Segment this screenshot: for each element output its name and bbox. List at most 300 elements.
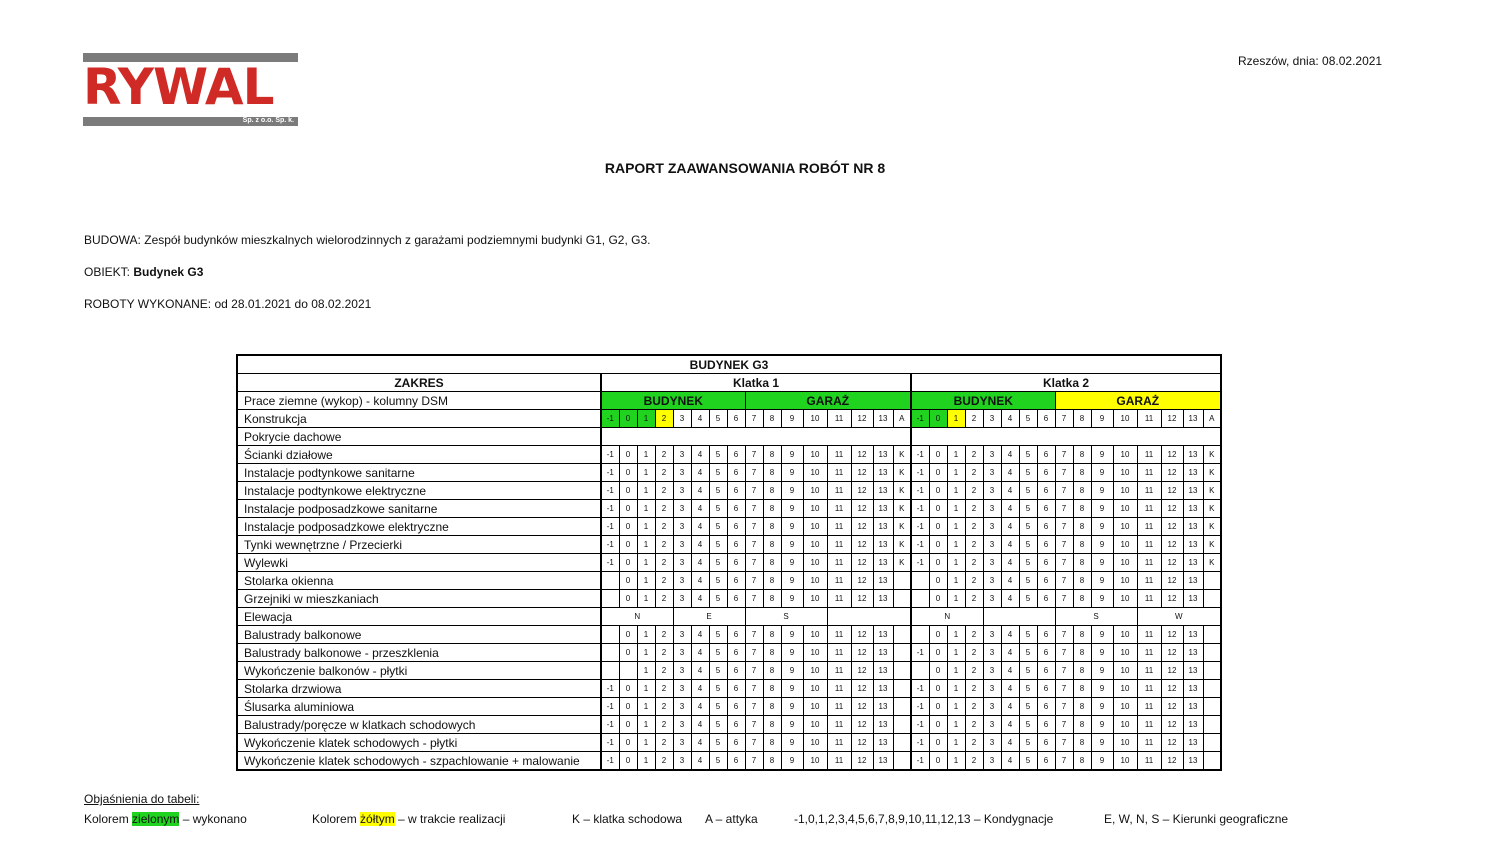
level-cell-7: 7 (1055, 590, 1073, 608)
k2-empty (911, 428, 1221, 446)
table-row (237, 626, 1221, 644)
k1-empty (601, 428, 911, 446)
level-cell-8: 8 (763, 536, 781, 554)
level-cell-13: 13 (1183, 698, 1203, 716)
level-cell-11: 11 (827, 644, 851, 662)
level-cell-9: 9 (1091, 644, 1113, 662)
level-cell--1: -1 (911, 500, 929, 518)
level-cell-9: 9 (1091, 536, 1113, 554)
level-cell-5: 5 (1019, 644, 1037, 662)
level-cell--1: -1 (911, 644, 929, 662)
level-cell-1: 1 (637, 518, 655, 536)
level-cell-end: K (893, 554, 911, 572)
table-row (237, 428, 1221, 446)
level-cell-11: 11 (827, 410, 851, 428)
level-cell-6: 6 (1037, 698, 1055, 716)
level-cell-end: K (893, 482, 911, 500)
level-cell-11: 11 (1137, 626, 1161, 644)
level-cell-2: 2 (655, 464, 673, 482)
level-cell-4: 4 (691, 482, 709, 500)
level-cell-10: 10 (1113, 734, 1137, 752)
level-cell-2: 2 (655, 536, 673, 554)
level-cell-0: 0 (929, 680, 947, 698)
level-cell-11: 11 (1137, 446, 1161, 464)
level-cell-1: 1 (947, 734, 965, 752)
level-cell-12: 12 (851, 734, 873, 752)
level-cell-11: 11 (827, 698, 851, 716)
level-cell-3: 3 (673, 590, 691, 608)
level-cell-1: 1 (947, 680, 965, 698)
level-cell-0: 0 (619, 734, 637, 752)
level-cell-end (1203, 590, 1221, 608)
table-row (237, 554, 1221, 572)
level-cell-4: 4 (691, 698, 709, 716)
level-cell-4: 4 (1001, 536, 1019, 554)
level-cell-7: 7 (745, 680, 763, 698)
level-cell-10: 10 (803, 644, 827, 662)
level-cell-2: 2 (965, 626, 983, 644)
level-cell-1: 1 (947, 716, 965, 734)
level-cell-11: 11 (827, 518, 851, 536)
level-cell--1: -1 (911, 518, 929, 536)
level-cell--1: -1 (911, 698, 929, 716)
level-cell--1 (911, 590, 929, 608)
level-cell-4: 4 (691, 554, 709, 572)
level-cell-end: K (1203, 536, 1221, 554)
k2-budynek-header: BUDYNEK (911, 392, 1055, 410)
level-cell-2: 2 (965, 680, 983, 698)
level-cell-10: 10 (803, 554, 827, 572)
level-cell-5: 5 (1019, 446, 1037, 464)
level-cell-3: 3 (673, 482, 691, 500)
level-cell-7: 7 (745, 698, 763, 716)
level-cell-end: K (1203, 446, 1221, 464)
table-row (237, 464, 1221, 482)
level-cell-end: K (1203, 554, 1221, 572)
level-cell-5: 5 (1019, 626, 1037, 644)
level-cell-end (1203, 626, 1221, 644)
level-cell-3: 3 (983, 734, 1001, 752)
level-cell-2: 2 (965, 554, 983, 572)
level-cell-11: 11 (1137, 554, 1161, 572)
level-cell-1: 1 (947, 644, 965, 662)
level-cell-6: 6 (727, 500, 745, 518)
level-cell-4: 4 (691, 446, 709, 464)
level-cell-7: 7 (745, 446, 763, 464)
level-cell-3: 3 (673, 662, 691, 680)
level-cell-10: 10 (1113, 410, 1137, 428)
level-cell-12: 12 (1161, 446, 1183, 464)
level-cell-3: 3 (983, 446, 1001, 464)
level-cell-13: 13 (1183, 734, 1203, 752)
table-row (237, 608, 1221, 626)
level-cell-3: 3 (983, 464, 1001, 482)
level-cell-7: 7 (1055, 644, 1073, 662)
level-cell-6: 6 (727, 482, 745, 500)
level-cell-2: 2 (965, 446, 983, 464)
level-cell-6: 6 (727, 410, 745, 428)
level-cell-6: 6 (727, 518, 745, 536)
level-cell-10: 10 (1113, 590, 1137, 608)
level-cell-4: 4 (691, 500, 709, 518)
level-cell-0: 0 (619, 500, 637, 518)
level-cell-12: 12 (1161, 716, 1183, 734)
level-cell-13: 13 (1183, 716, 1203, 734)
level-cell-7: 7 (1055, 626, 1073, 644)
level-cell--1: -1 (601, 500, 619, 518)
level-cell-5: 5 (1019, 752, 1037, 771)
level-cell-0: 0 (929, 626, 947, 644)
level-cell--1: -1 (911, 536, 929, 554)
level-cell-8: 8 (1073, 464, 1091, 482)
level-cell-end: K (1203, 464, 1221, 482)
direction-cell: W (1137, 608, 1221, 626)
logo-subtitle: Sp. z o.o. Sp. k. (242, 117, 294, 124)
level-cell-8: 8 (763, 662, 781, 680)
level-cell-7: 7 (1055, 518, 1073, 536)
level-cell-4: 4 (691, 572, 709, 590)
level-cell-10: 10 (803, 518, 827, 536)
level-cell-7: 7 (1055, 698, 1073, 716)
level-cell-13: 13 (873, 536, 893, 554)
level-cell-4: 4 (1001, 482, 1019, 500)
level-cell-6: 6 (727, 590, 745, 608)
level-cell-8: 8 (1073, 446, 1091, 464)
level-cell-5: 5 (709, 590, 727, 608)
level-cell-8: 8 (763, 716, 781, 734)
progress-table (236, 354, 1222, 771)
k1-garaz-header: GARAŻ (745, 392, 911, 410)
level-cell-0: 0 (619, 626, 637, 644)
level-cell-5: 5 (1019, 572, 1037, 590)
k1-budynek-header: BUDYNEK (601, 392, 745, 410)
level-cell-0: 0 (619, 644, 637, 662)
level-cell-12: 12 (1161, 572, 1183, 590)
level-cell-7: 7 (1055, 734, 1073, 752)
level-cell-0: 0 (929, 698, 947, 716)
level-cell-0: 0 (619, 590, 637, 608)
level-cell-11: 11 (1137, 662, 1161, 680)
level-cell-1: 1 (637, 464, 655, 482)
level-cell-12: 12 (851, 518, 873, 536)
level-cell-11: 11 (1137, 500, 1161, 518)
level-cell-12: 12 (851, 554, 873, 572)
level-cell-12: 12 (851, 536, 873, 554)
level-cell-7: 7 (745, 644, 763, 662)
level-cell-11: 11 (827, 590, 851, 608)
level-cell-7: 7 (745, 410, 763, 428)
level-cell-8: 8 (1073, 680, 1091, 698)
level-cell-7: 7 (745, 500, 763, 518)
level-cell-0 (619, 662, 637, 680)
level-cell-1: 1 (637, 482, 655, 500)
row-label: Stolarka okienna (237, 572, 601, 590)
level-cell-13: 13 (1183, 482, 1203, 500)
level-cell-10: 10 (1113, 464, 1137, 482)
row-label: Pokrycie dachowe (237, 428, 601, 446)
row-label: Grzejniki w mieszkaniach (237, 590, 601, 608)
info-roboty (84, 297, 371, 311)
level-cell-end (893, 734, 911, 752)
klatka2-header: Klatka 2 (911, 374, 1221, 392)
level-cell-10: 10 (803, 446, 827, 464)
level-cell-8: 8 (763, 752, 781, 771)
level-cell-1: 1 (947, 446, 965, 464)
level-cell-4: 4 (1001, 572, 1019, 590)
level-cell-0: 0 (619, 752, 637, 771)
level-cell-0: 0 (929, 716, 947, 734)
level-cell-3: 3 (673, 536, 691, 554)
level-cell-9: 9 (781, 626, 803, 644)
level-cell-2: 2 (655, 500, 673, 518)
level-cell-4: 4 (1001, 716, 1019, 734)
level-cell-1: 1 (947, 590, 965, 608)
level-cell-10: 10 (1113, 626, 1137, 644)
level-cell-9: 9 (1091, 752, 1113, 771)
level-cell-5: 5 (709, 518, 727, 536)
level-cell-2: 2 (965, 482, 983, 500)
level-cell-1: 1 (637, 410, 655, 428)
level-cell-13: 13 (873, 680, 893, 698)
level-cell-11: 11 (827, 446, 851, 464)
row-label: Balustrady/poręcze w klatkach schodowych (237, 716, 601, 734)
level-cell-3: 3 (673, 410, 691, 428)
level-cell-end: K (893, 518, 911, 536)
level-cell-13: 13 (873, 464, 893, 482)
level-cell--1: -1 (911, 464, 929, 482)
level-cell-13: 13 (1183, 536, 1203, 554)
level-cell-end (893, 644, 911, 662)
level-cell-end: A (1203, 410, 1221, 428)
row-label: Instalacje podposadzkowe elektryczne (237, 518, 601, 536)
level-cell-8: 8 (763, 644, 781, 662)
level-cell-6: 6 (1037, 680, 1055, 698)
level-cell-11: 11 (1137, 644, 1161, 662)
level-cell-5: 5 (709, 626, 727, 644)
level-cell-10: 10 (803, 662, 827, 680)
level-cell-3: 3 (673, 680, 691, 698)
level-cell-7: 7 (745, 464, 763, 482)
level-cell-7: 7 (1055, 446, 1073, 464)
level-cell-0: 0 (619, 482, 637, 500)
level-cell--1: -1 (601, 734, 619, 752)
level-cell-8: 8 (1073, 644, 1091, 662)
level-cell-12: 12 (851, 446, 873, 464)
level-cell-3: 3 (983, 500, 1001, 518)
level-cell--1: -1 (601, 698, 619, 716)
level-cell-2: 2 (965, 536, 983, 554)
level-cell-end: K (1203, 500, 1221, 518)
level-cell-9: 9 (781, 716, 803, 734)
row-label: Ślusarka aluminiowa (237, 698, 601, 716)
level-cell-3: 3 (983, 554, 1001, 572)
level-cell-7: 7 (1055, 662, 1073, 680)
level-cell-13: 13 (873, 518, 893, 536)
level-cell-10: 10 (803, 752, 827, 771)
level-cell-8: 8 (1073, 554, 1091, 572)
level-cell-9: 9 (781, 644, 803, 662)
level-cell-10: 10 (1113, 536, 1137, 554)
level-cell-6: 6 (1037, 554, 1055, 572)
level-cell-0: 0 (929, 536, 947, 554)
level-cell-12: 12 (851, 626, 873, 644)
level-cell-11: 11 (1137, 482, 1161, 500)
level-cell-0: 0 (929, 752, 947, 771)
roboty-value: od 28.01.2021 do 08.02.2021 (214, 297, 372, 311)
level-cell-6: 6 (1037, 626, 1055, 644)
level-cell-end: K (893, 446, 911, 464)
table-row (237, 716, 1221, 734)
level-cell-3: 3 (673, 716, 691, 734)
level-cell-9: 9 (781, 518, 803, 536)
level-cell-12: 12 (1161, 590, 1183, 608)
level-cell-7: 7 (745, 590, 763, 608)
level-cell-1: 1 (637, 644, 655, 662)
level-cell-12: 12 (1161, 698, 1183, 716)
level-cell-11: 11 (827, 716, 851, 734)
level-cell-8: 8 (763, 500, 781, 518)
level-cell-11: 11 (1137, 410, 1161, 428)
direction-cell: S (745, 608, 827, 626)
level-cell-11: 11 (1137, 518, 1161, 536)
level-cell-6: 6 (727, 572, 745, 590)
table-row (237, 572, 1221, 590)
level-cell-11: 11 (827, 464, 851, 482)
level-cell-10: 10 (1113, 716, 1137, 734)
level-cell-6: 6 (727, 734, 745, 752)
level-cell-4: 4 (1001, 554, 1019, 572)
level-cell-4: 4 (1001, 734, 1019, 752)
level-cell-5: 5 (709, 554, 727, 572)
level-cell--1: -1 (601, 680, 619, 698)
level-cell-3: 3 (983, 626, 1001, 644)
level-cell-0: 0 (619, 446, 637, 464)
level-cell-13: 13 (873, 626, 893, 644)
level-cell-7: 7 (745, 536, 763, 554)
level-cell-end (1203, 662, 1221, 680)
level-cell-3: 3 (983, 698, 1001, 716)
level-cell-13: 13 (873, 716, 893, 734)
level-cell-8: 8 (1073, 536, 1091, 554)
level-cell-0: 0 (929, 572, 947, 590)
level-cell-2: 2 (965, 662, 983, 680)
level-cell-9: 9 (1091, 698, 1113, 716)
level-cell-5: 5 (709, 734, 727, 752)
legend-yellow (312, 812, 505, 826)
level-cell-3: 3 (673, 734, 691, 752)
level-cell-2: 2 (965, 590, 983, 608)
level-cell-1: 1 (637, 500, 655, 518)
level-cell-5: 5 (1019, 590, 1037, 608)
level-cell-7: 7 (1055, 500, 1073, 518)
level-cell-3: 3 (673, 464, 691, 482)
level-cell-6: 6 (1037, 662, 1055, 680)
level-cell-8: 8 (763, 554, 781, 572)
level-cell-1: 1 (637, 554, 655, 572)
level-cell-1: 1 (637, 662, 655, 680)
level-cell-2: 2 (965, 572, 983, 590)
level-cell-3: 3 (673, 572, 691, 590)
table-row (237, 410, 1221, 428)
level-cell-10: 10 (1113, 518, 1137, 536)
level-cell-6: 6 (727, 680, 745, 698)
level-cell-4: 4 (1001, 464, 1019, 482)
level-cell-5: 5 (709, 680, 727, 698)
legend-green-word: zielonym (132, 812, 180, 826)
level-cell-13: 13 (1183, 518, 1203, 536)
company-logo (83, 53, 298, 126)
level-cell-end (1203, 572, 1221, 590)
info-obiekt (84, 265, 203, 279)
level-cell-1: 1 (947, 662, 965, 680)
level-cell-8: 8 (763, 518, 781, 536)
level-cell-3: 3 (983, 644, 1001, 662)
level-cell-7: 7 (745, 734, 763, 752)
row-label: Prace ziemne (wykop) - kolumny DSM (237, 392, 601, 410)
level-cell-9: 9 (1091, 464, 1113, 482)
level-cell-5: 5 (1019, 500, 1037, 518)
level-cell-7: 7 (1055, 752, 1073, 771)
roboty-label: ROBOTY WYKONANE: (84, 297, 212, 311)
level-cell-12: 12 (1161, 554, 1183, 572)
row-label: Ścianki działowe (237, 446, 601, 464)
level-cell-5: 5 (709, 500, 727, 518)
level-cell-4: 4 (1001, 752, 1019, 771)
level-cell-11: 11 (827, 680, 851, 698)
level-cell-3: 3 (983, 518, 1001, 536)
level-cell-4: 4 (1001, 626, 1019, 644)
level-cell-0: 0 (929, 464, 947, 482)
level-cell-0: 0 (929, 734, 947, 752)
level-cell-1: 1 (947, 752, 965, 771)
level-cell-3: 3 (983, 410, 1001, 428)
level-cell-6: 6 (1037, 734, 1055, 752)
level-cell-1: 1 (637, 716, 655, 734)
level-cell-6: 6 (727, 662, 745, 680)
level-cell-7: 7 (745, 482, 763, 500)
level-cell-12: 12 (851, 410, 873, 428)
level-cell--1: -1 (911, 554, 929, 572)
level-cell-5: 5 (709, 698, 727, 716)
level-cell-11: 11 (827, 482, 851, 500)
level-cell-5: 5 (1019, 698, 1037, 716)
level-cell-9: 9 (1091, 518, 1113, 536)
level-cell-6: 6 (1037, 518, 1055, 536)
level-cell-5: 5 (1019, 662, 1037, 680)
level-cell-7: 7 (1055, 716, 1073, 734)
level-cell-0: 0 (929, 410, 947, 428)
table-row (237, 752, 1221, 771)
level-cell-13: 13 (873, 572, 893, 590)
level-cell-5: 5 (1019, 680, 1037, 698)
level-cell-11: 11 (1137, 698, 1161, 716)
level-cell--1: -1 (911, 752, 929, 771)
level-cell-8: 8 (1073, 752, 1091, 771)
direction-cell: S (1055, 608, 1137, 626)
level-cell-1: 1 (637, 680, 655, 698)
level-cell-9: 9 (781, 482, 803, 500)
level-cell-3: 3 (673, 554, 691, 572)
level-cell-0: 0 (619, 698, 637, 716)
level-cell-10: 10 (1113, 644, 1137, 662)
level-cell-3: 3 (983, 752, 1001, 771)
level-cell-6: 6 (727, 644, 745, 662)
level-cell-9: 9 (781, 752, 803, 771)
direction-cell (983, 608, 1055, 626)
legend-kondygnacje: -1,0,1,2,3,4,5,6,7,8,9,10,11,12,13 – Kondygnacje (794, 812, 1054, 826)
level-cell-7: 7 (745, 752, 763, 771)
level-cell-1: 1 (947, 572, 965, 590)
